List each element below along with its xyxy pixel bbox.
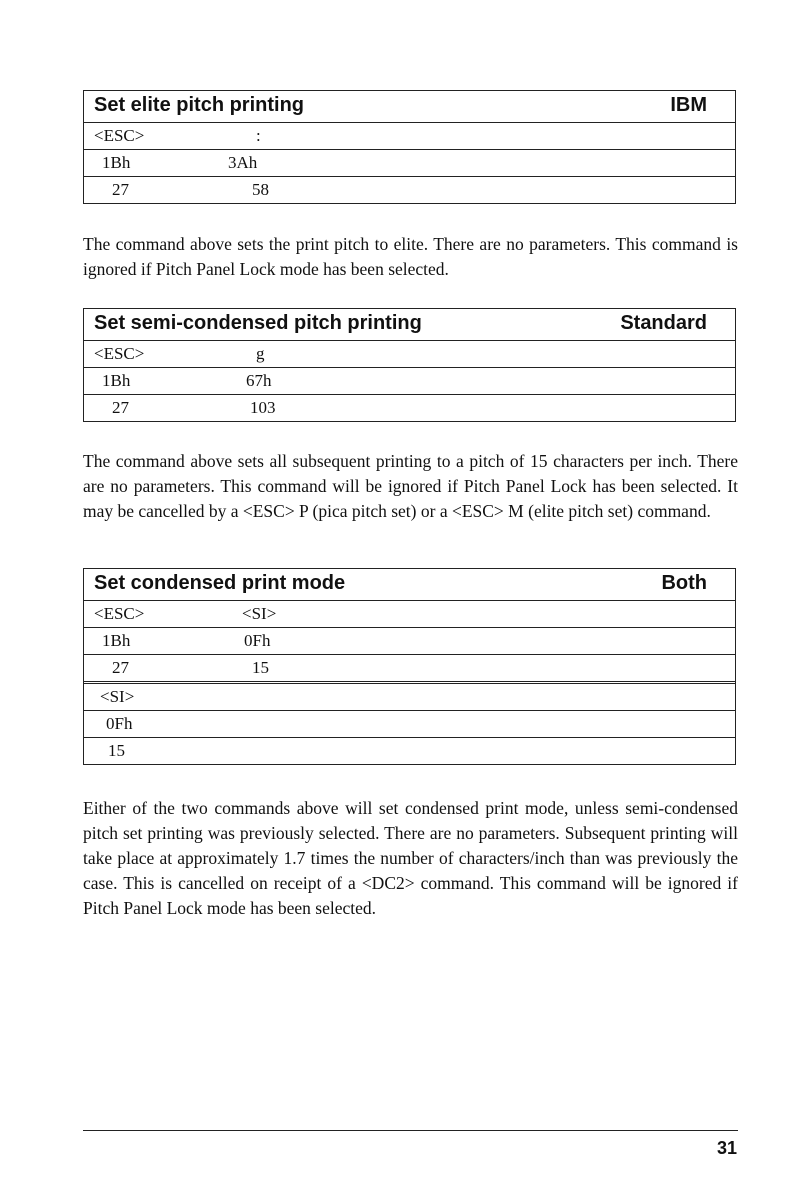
footer-rule	[83, 1130, 738, 1131]
command-table-condensed	[83, 568, 736, 765]
code-cell: 27	[112, 658, 129, 677]
code-cell: 3Ah	[228, 153, 258, 172]
command-mode: Standard	[620, 312, 707, 334]
description-paragraph: Either of the two commands above will set condensed print mode, unless semi-condensed pitch set printing was previously selected. There are no parameters. Subsequent printing will take place at approximately 1.7 times the number of characters/inch than was previously the case. This is cancelled on receipt of a <DC2> command. This command will be ignored if Pitch Panel Lock mode has been selected.	[83, 798, 738, 918]
command-row	[84, 341, 735, 368]
code-cell: <SI>	[242, 604, 277, 623]
description-paragraph: The command above sets the print pitch to elite. There are no parameters. This command is ignored if Pitch Panel Lock mode has been selected.	[83, 234, 738, 279]
code-cell: 27	[112, 180, 129, 199]
command-row	[84, 628, 735, 655]
command-row	[84, 684, 735, 711]
command-row	[84, 368, 735, 395]
command-row	[84, 150, 735, 177]
code-cell: g	[256, 344, 265, 363]
code-cell: 15	[252, 658, 269, 677]
command-table-elite	[83, 90, 736, 204]
code-cell: 0Fh	[106, 714, 133, 733]
command-row	[84, 711, 735, 738]
command-table-semi-condensed	[83, 308, 736, 422]
command-mode: IBM	[670, 94, 707, 116]
page-number: 31	[716, 1138, 737, 1158]
code-cell: <SI>	[100, 687, 135, 706]
command-title-row	[84, 91, 735, 123]
command-title: Set condensed print mode	[94, 572, 346, 594]
command-row	[84, 395, 735, 421]
code-cell: 0Fh	[244, 631, 271, 650]
command-title: Set semi-condensed pitch printing	[94, 312, 422, 334]
command-row	[84, 177, 735, 203]
command-mode: Both	[661, 572, 707, 594]
code-cell: 67h	[246, 371, 272, 390]
code-cell: <ESC>	[94, 126, 145, 145]
command-row	[84, 655, 735, 684]
command-row	[84, 123, 735, 150]
code-cell: 103	[250, 398, 276, 417]
code-cell: 1Bh	[102, 371, 131, 390]
description-paragraph: The command above sets all subsequent printing to a pitch of 15 characters per inch. There are no parameters. This command will be ignored if Pitch Panel Lock has been selected. It may be cancelled by a <ESC> P (pica pitch set) or a <ESC> M (elite pitch set) command.	[83, 451, 738, 521]
code-cell: :	[256, 126, 261, 145]
command-row	[84, 601, 735, 628]
command-row	[84, 738, 735, 764]
code-cell: <ESC>	[94, 604, 145, 623]
code-cell: <ESC>	[94, 344, 145, 363]
code-cell: 27	[112, 398, 129, 417]
code-cell: 58	[252, 180, 269, 199]
command-title-row	[84, 569, 735, 601]
code-cell: 1Bh	[102, 631, 131, 650]
command-title: Set elite pitch printing	[94, 94, 305, 116]
code-cell: 1Bh	[102, 153, 131, 172]
code-cell: 15	[108, 741, 125, 760]
command-title-row	[84, 309, 735, 341]
